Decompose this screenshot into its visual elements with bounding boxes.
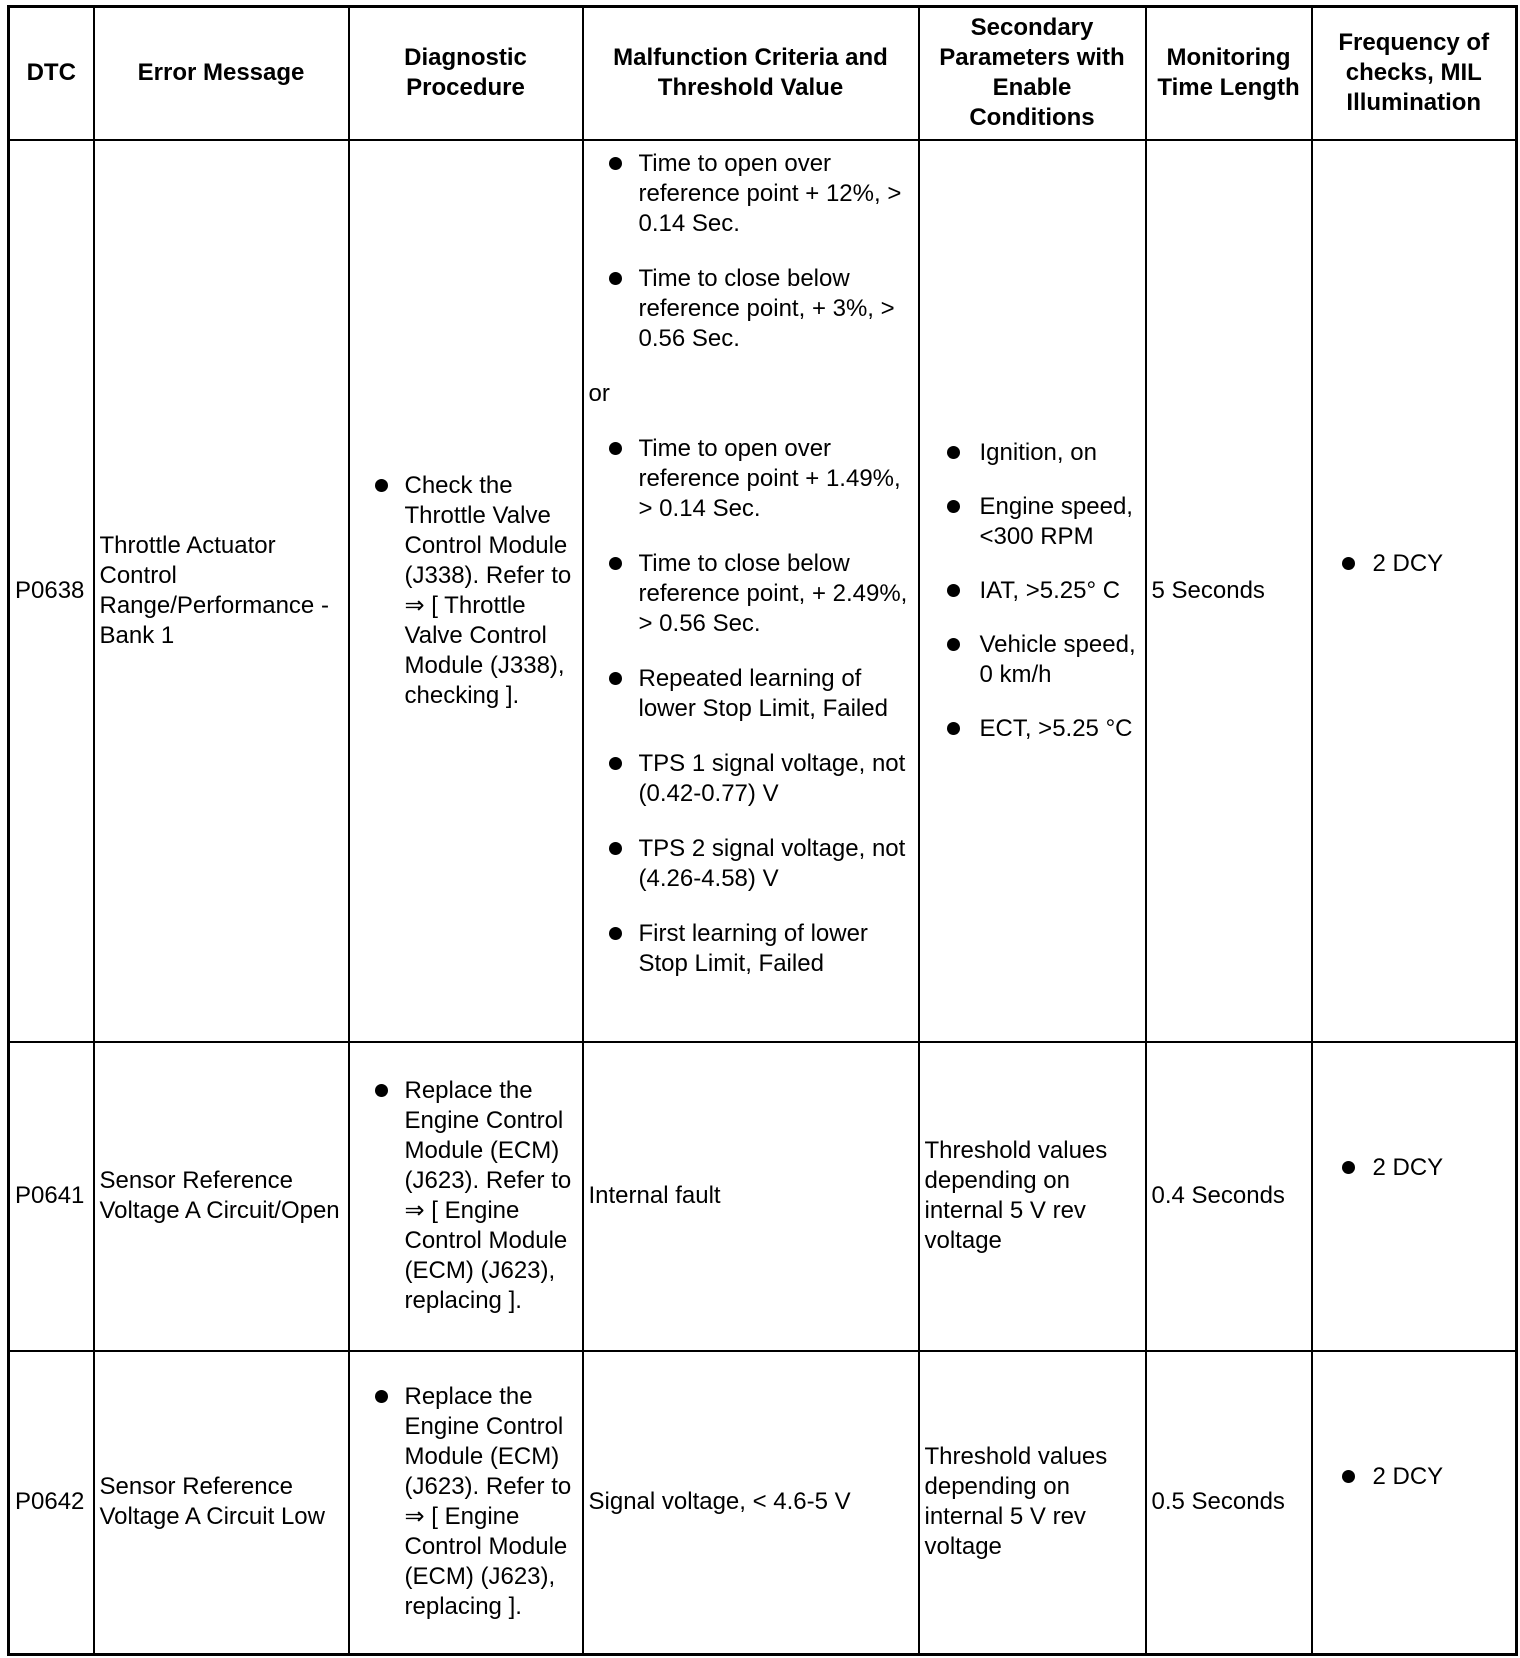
malfunction-criteria: Signal voltage, < 4.6-5 V bbox=[583, 1351, 919, 1655]
list-item bbox=[1318, 1153, 1511, 1183]
frequency-text: 2 DCY bbox=[1372, 549, 1444, 577]
criteria-text: TPS 2 signal voltage, not (4.26-4.58) V bbox=[638, 834, 906, 892]
bullet-icon bbox=[947, 446, 960, 459]
list-item bbox=[589, 664, 913, 724]
bullet-icon bbox=[609, 557, 622, 570]
dtc-code: P0638 bbox=[9, 140, 94, 1042]
bullet-icon bbox=[1342, 1470, 1355, 1483]
bullet-icon bbox=[947, 638, 960, 651]
bullet-icon bbox=[609, 842, 622, 855]
list-item bbox=[1318, 549, 1511, 579]
bullet-icon bbox=[609, 672, 622, 685]
bullet-icon bbox=[375, 1084, 388, 1097]
list-item bbox=[925, 438, 1140, 468]
header-error-message: Error Message bbox=[94, 7, 349, 140]
malfunction-criteria bbox=[583, 140, 919, 1042]
frequency-list bbox=[1318, 1153, 1511, 1183]
frequency-text: 2 DCY bbox=[1372, 1153, 1444, 1181]
list-item bbox=[1318, 1462, 1511, 1492]
frequency-list bbox=[1318, 549, 1511, 579]
criteria-list-1 bbox=[589, 149, 913, 354]
header-row bbox=[9, 7, 1517, 140]
bullet-icon bbox=[1342, 557, 1355, 570]
table-row-p0638 bbox=[9, 140, 1517, 1042]
header-secondary-parameters: Secondary Parameters with Enable Conditions bbox=[919, 7, 1146, 140]
header-monitoring-time: Monitoring Time Length bbox=[1146, 7, 1312, 140]
criteria-text: Time to close below reference point, + 2.49%, > 0.56 Sec. bbox=[638, 549, 908, 637]
error-message: Throttle Actuator Control Range/Performance - Bank 1 bbox=[94, 140, 349, 1042]
procedure-list bbox=[355, 1382, 577, 1622]
secondary-text: Vehicle speed, 0 km/h bbox=[979, 630, 1136, 688]
criteria-text: Time to close below reference point, + 3%, > 0.56 Sec. bbox=[638, 264, 895, 352]
bullet-icon bbox=[609, 157, 622, 170]
monitoring-time: 0.5 Seconds bbox=[1146, 1351, 1312, 1655]
diagnostic-procedure bbox=[349, 1351, 583, 1655]
dtc-table bbox=[7, 5, 1518, 1656]
frequency bbox=[1312, 1042, 1517, 1351]
criteria-text: TPS 1 signal voltage, not (0.42-0.77) V bbox=[638, 749, 906, 807]
list-item bbox=[925, 492, 1140, 552]
header-diagnostic-procedure: Diagnostic Procedure bbox=[349, 7, 583, 140]
list-item bbox=[925, 630, 1140, 690]
dtc-code: P0641 bbox=[9, 1042, 94, 1351]
criteria-or: or bbox=[588, 379, 610, 407]
secondary-text: Ignition, on bbox=[979, 438, 1097, 466]
diagnostic-procedure bbox=[349, 1042, 583, 1351]
header-dtc: DTC bbox=[9, 7, 94, 140]
header-frequency: Frequency of checks, MIL Illumination bbox=[1312, 7, 1517, 140]
bullet-icon bbox=[609, 927, 622, 940]
table-row-p0641 bbox=[9, 1042, 1517, 1351]
frequency-text: 2 DCY bbox=[1372, 1462, 1444, 1490]
procedure-text: Replace the Engine Control Module (ECM) (J623). Refer to ⇒ [ Engine Control Module (ECM) (J623), replacing ]. bbox=[404, 1383, 572, 1621]
secondary-parameters: Threshold values depending on internal 5 V rev voltage bbox=[919, 1042, 1146, 1351]
procedure-text: Replace the Engine Control Module (ECM) (J623). Refer to ⇒ [ Engine Control Module (ECM) (J623), replacing ]. bbox=[404, 1077, 572, 1314]
malfunction-criteria: Internal fault bbox=[583, 1042, 919, 1351]
secondary-parameters bbox=[919, 140, 1146, 1042]
secondary-text: Engine speed, <300 RPM bbox=[979, 492, 1133, 550]
list-item bbox=[589, 749, 913, 809]
list-item bbox=[355, 1382, 577, 1622]
procedure-text: Check the Throttle Valve Control Module (J338). Refer to ⇒ [ Throttle Valve Control Module (J338), checking ]. bbox=[404, 471, 572, 709]
list-item bbox=[589, 919, 913, 979]
secondary-text: IAT, >5.25° C bbox=[979, 576, 1121, 604]
list-item bbox=[589, 549, 913, 639]
criteria-text: Time to open over reference point + 12%, > 0.14 Sec. bbox=[638, 149, 902, 237]
frequency-list bbox=[1318, 1462, 1511, 1492]
secondary-list bbox=[925, 438, 1140, 744]
list-item bbox=[589, 149, 913, 239]
list-item bbox=[355, 471, 577, 711]
frequency bbox=[1312, 1351, 1517, 1655]
list-item bbox=[925, 576, 1140, 606]
list-item bbox=[355, 1076, 577, 1316]
list-item bbox=[589, 834, 913, 894]
diagnostic-procedure bbox=[349, 140, 583, 1042]
bullet-icon bbox=[609, 442, 622, 455]
list-item bbox=[589, 264, 913, 354]
list-item bbox=[925, 714, 1140, 744]
bullet-icon bbox=[609, 272, 622, 285]
bullet-icon bbox=[609, 757, 622, 770]
bullet-icon bbox=[375, 1390, 388, 1403]
table-row-p0642 bbox=[9, 1351, 1517, 1655]
bullet-icon bbox=[1342, 1161, 1355, 1174]
dtc-code: P0642 bbox=[9, 1351, 94, 1655]
procedure-list bbox=[355, 471, 577, 711]
bullet-icon bbox=[947, 722, 960, 735]
criteria-text: First learning of lower Stop Limit, Failed bbox=[638, 919, 868, 977]
criteria-text: Repeated learning of lower Stop Limit, Failed bbox=[638, 664, 888, 722]
bullet-icon bbox=[947, 500, 960, 513]
frequency bbox=[1312, 140, 1517, 1042]
error-message: Sensor Reference Voltage A Circuit Low bbox=[94, 1351, 349, 1655]
monitoring-time: 0.4 Seconds bbox=[1146, 1042, 1312, 1351]
secondary-text: ECT, >5.25 °C bbox=[979, 714, 1133, 742]
criteria-list-2 bbox=[589, 434, 913, 979]
procedure-list bbox=[355, 1076, 577, 1316]
bullet-icon bbox=[375, 479, 388, 492]
monitoring-time: 5 Seconds bbox=[1146, 140, 1312, 1042]
list-item bbox=[589, 434, 913, 524]
header-malfunction-criteria: Malfunction Criteria and Threshold Value bbox=[583, 7, 919, 140]
bullet-icon bbox=[947, 584, 960, 597]
error-message: Sensor Reference Voltage A Circuit/Open bbox=[94, 1042, 349, 1351]
criteria-text: Time to open over reference point + 1.49%, > 0.14 Sec. bbox=[638, 434, 901, 522]
secondary-parameters: Threshold values depending on internal 5 V rev voltage bbox=[919, 1351, 1146, 1655]
